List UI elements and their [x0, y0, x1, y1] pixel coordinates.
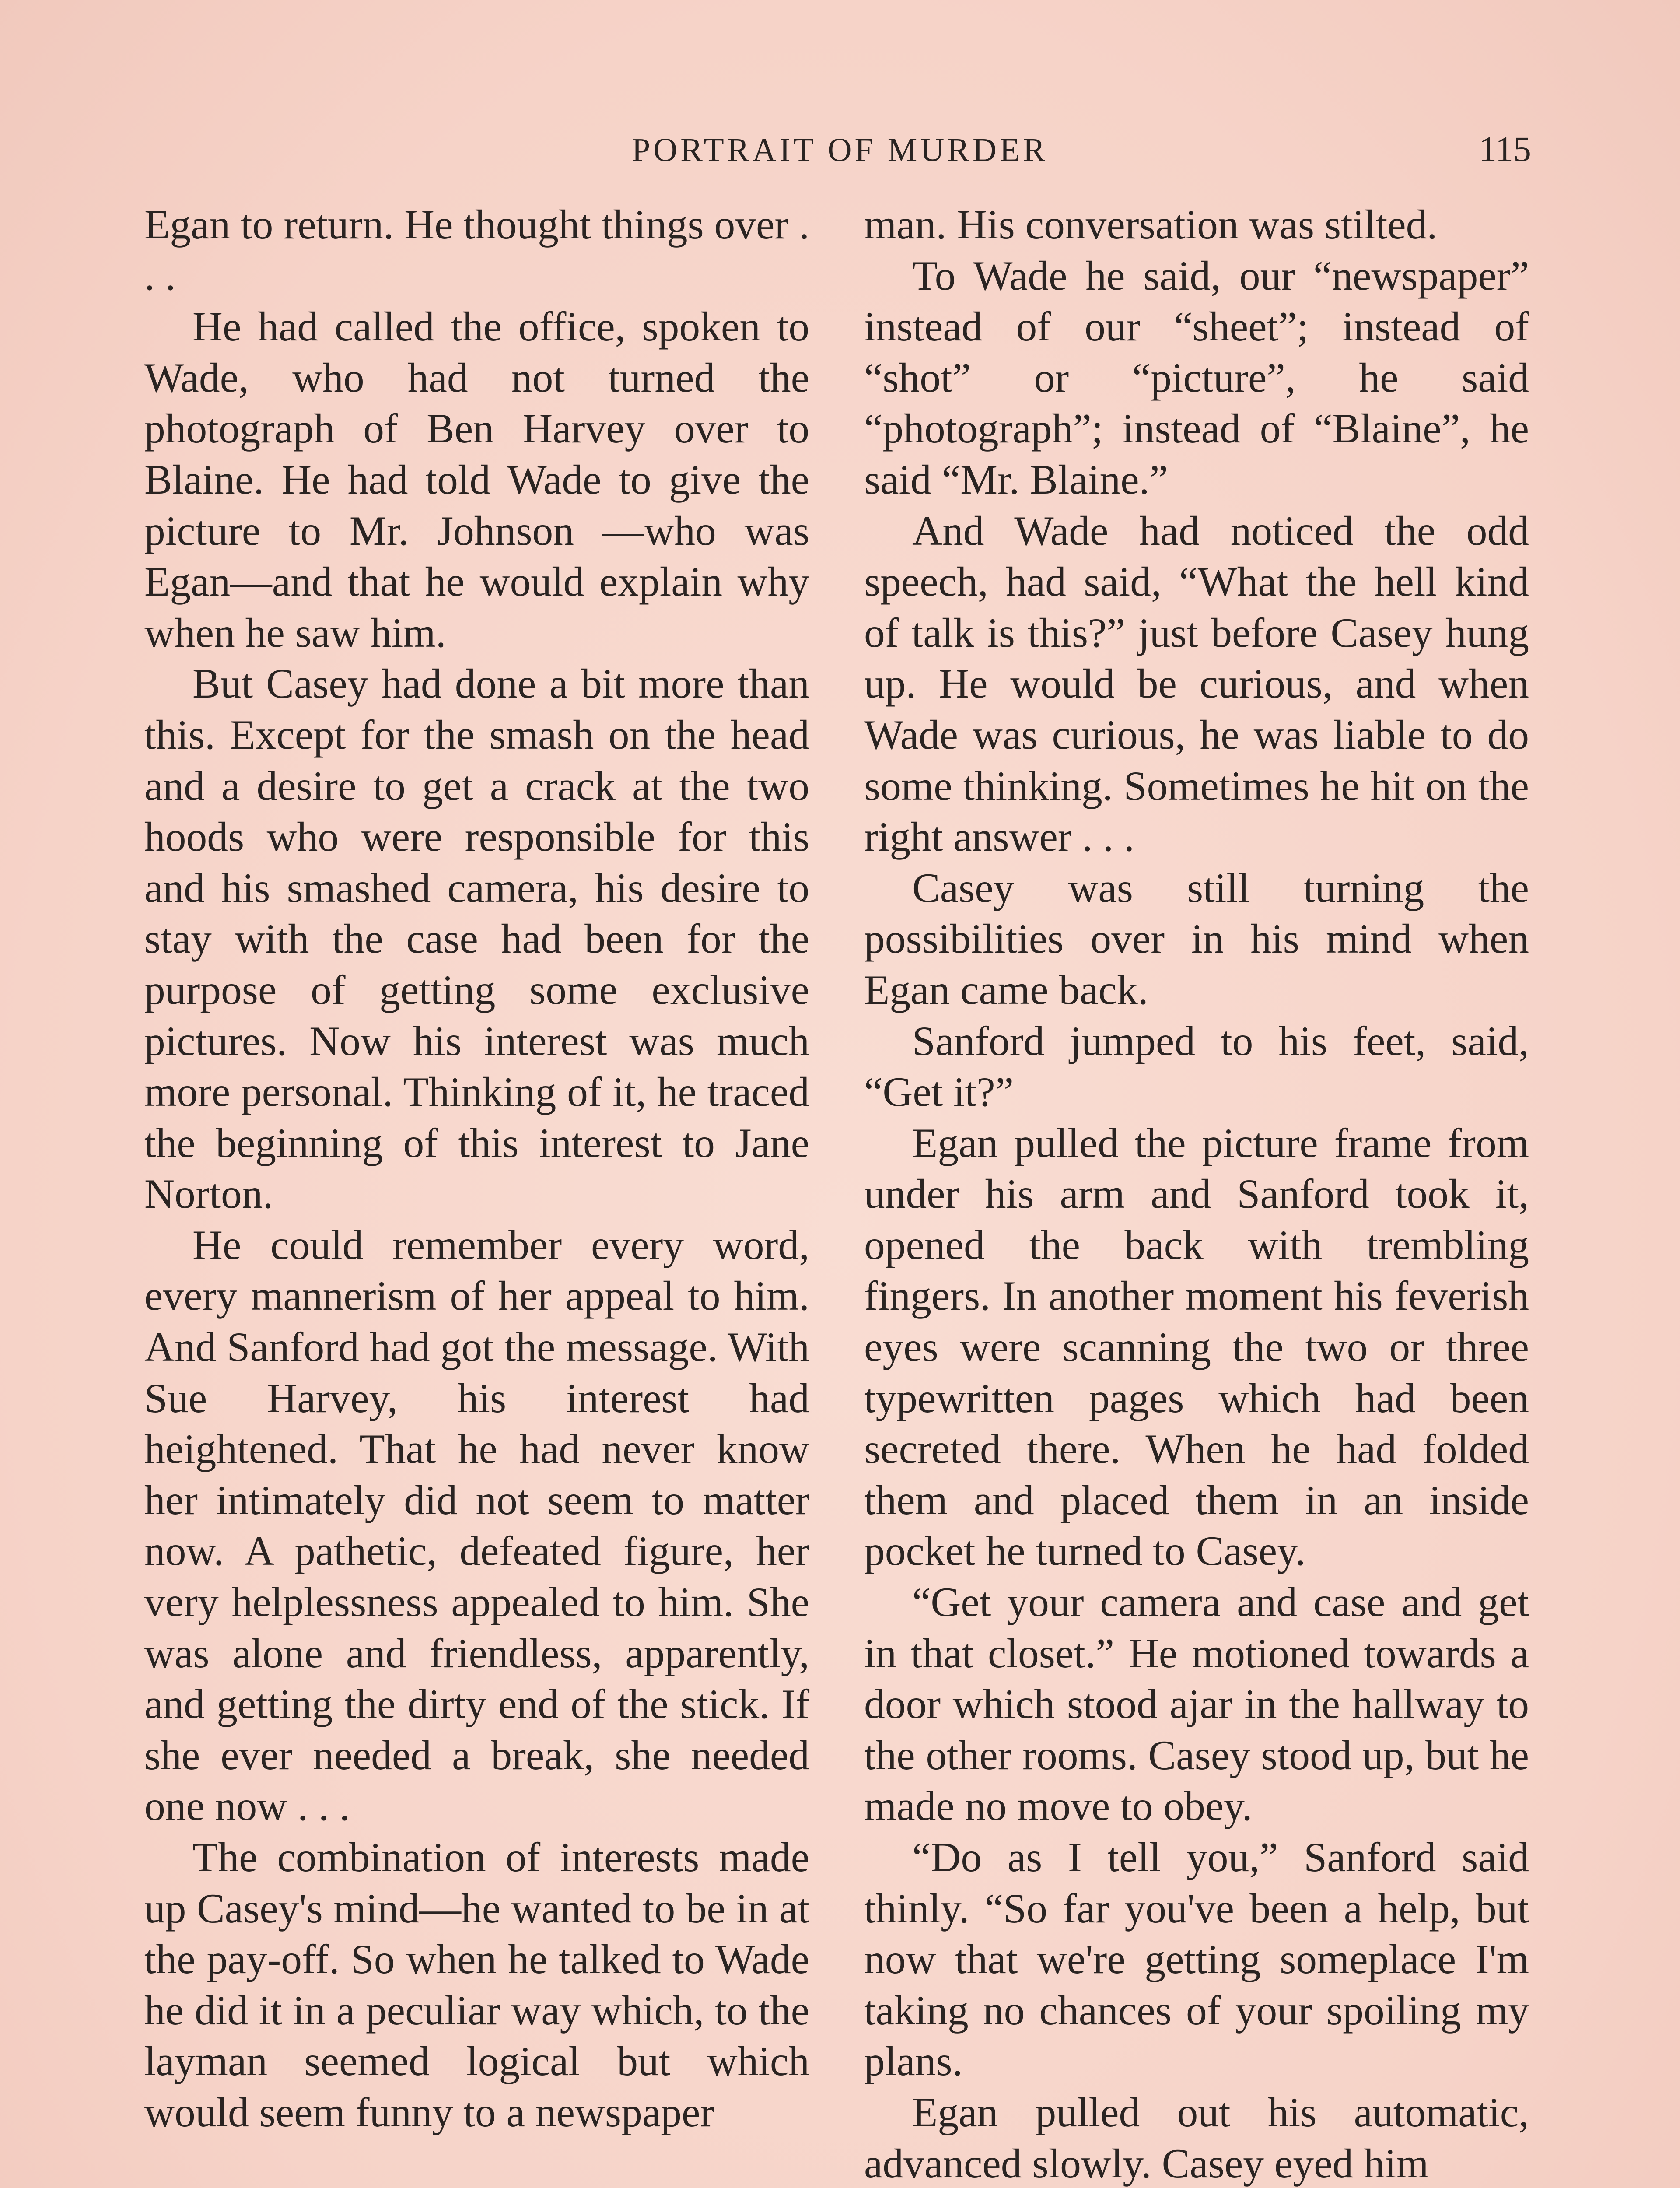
paragraph: man. His conversation was stilted. [864, 201, 1438, 248]
paragraph: “Get your camera and case and get in that closet.” He motioned towards a door which stood ajar in the hallway to the other rooms. Casey stood up, but he made no move to obey. [864, 1579, 1529, 1830]
left-column [144, 199, 809, 2138]
paragraph: He could remember every word, every mannerism of her appeal to him. And Sanford had got the message. With Sue Harvey, his interest had heightened. That he had never know her intimately did not seem to matter now. A pathetic, defeated figure, her very helplessness appealed to him. She was alone and friendless, apparently, and getting the dirty end of the stick. If she ever needed a break, she needed one now . . . [144, 1221, 809, 1830]
paragraph: Sanford jumped to his feet, said, “Get it?” [864, 1017, 1529, 1115]
paragraph: “Do as I tell you,” Sanford said thinly. “So far you've been a help, but now that we're getting someplace I'm taking no chances of your spoiling my plans. [864, 1834, 1529, 2085]
paragraph: The combination of interests made up Casey's mind—he wanted to be in at the pay-off. So when he talked to Wade he did it in a peculiar way which, to the layman seemed logical but which would seem funny to a newspaper [144, 1834, 809, 2135]
paragraph: Egan pulled the picture frame from under his arm and Sanford took it, opened the back with trembling fingers. In another moment his feverish eyes were scanning the two or three typewritten pages which had been secreted there. When he had folded them and placed them in an inside pocket he turned to Casey. [864, 1119, 1529, 1574]
paragraph: To Wade he said, our “newspaper” instead of our “sheet”; instead of “shot” or “picture”, he said “photograph”; instead of “Blaine”, he said “Mr. Blaine.” [864, 252, 1529, 503]
paragraph: Egan pulled out his automatic, advanced slowly. Casey eyed him [864, 2089, 1529, 2187]
paragraph: And Wade had noticed the odd speech, had said, “What the hell kind of talk is this?” just before Casey hung up. He would be curious, and when Wade was curious, he was liable to do some thinking. Sometimes he hit on the right answer . . . [864, 507, 1529, 860]
paragraph: Egan to return. He thought things over . . . [144, 201, 809, 299]
paragraph: Casey was still turning the possibilities over in his mind when Egan came back. [864, 864, 1529, 1013]
paragraph: But Casey had done a bit more than this. Except for the smash on the head and a desire to get a crack at the two hoods who were responsible for this and his smashed camera, his desire to stay with the case had been for the purpose of getting some exclusive pictures. Now his interest was much more personal. Thinking of it, he traced the beginning of this interest to Jane Norton. [144, 660, 809, 1217]
page-number: 115 [1479, 129, 1531, 169]
running-header [0, 131, 1680, 179]
running-title: PORTRAIT OF MURDER [632, 132, 1048, 168]
right-column [864, 199, 1529, 2188]
paragraph: He had called the office, spoken to Wade, who had not turned the photograph of Ben Harvey over to Blaine. He had told Wade to give the picture to Mr. Johnson —who was Egan—and that he would explain why when he saw him. [144, 303, 809, 656]
